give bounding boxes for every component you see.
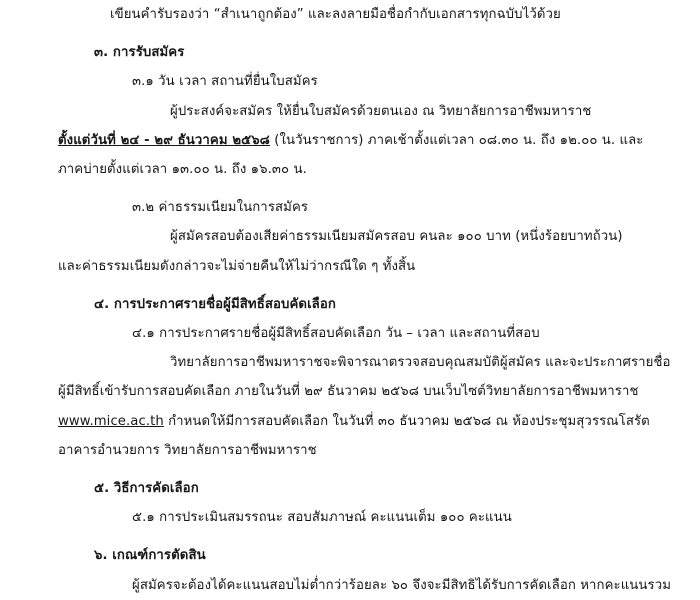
section-heading-4: ๔. การประกาศรายชื่อผู้มีสิทธิ์สอบคัดเลือก — [94, 296, 336, 312]
exam-date-detail: กำหนดให้มีการสอบคัดเลือก ในวันที่ ๓๐ ธันวาคม ๒๕๖๘ ณ ห้องประชุมสุวรรณโสรัต — [163, 413, 650, 429]
subsection-5-1: ๕.๑ การประเมินสมรรถนะ สอบสัมภาษณ์ คะแนนเต็ม ๑๐๐ คะแนน — [132, 510, 512, 526]
paragraph-line: วิทยาลัยการอาชีพมหาราชจะพิจารณาตรวจสอบคุณสมบัติผู้สมัคร และจะประกาศรายชื่อ — [170, 355, 671, 371]
paragraph-line-website — [58, 407, 662, 436]
paragraph-spacer — [58, 532, 662, 541]
paragraph-line: ภาคบ่ายตั้งแต่เวลา ๑๓.๐๐ น. ถึง ๑๖.๓๐ น. — [58, 162, 307, 178]
paragraph-line: ผู้ประสงค์จะสมัคร ให้ยื่นใบสมัครด้วยตนเอง ณ วิทยาลัยการอาชีพมหาราช — [170, 103, 592, 119]
application-time-detail: (ในวันราชการ) ภาคเช้าตั้งแต่เวลา ๐๘.๓๐ น. ถึง ๑๒.๐๐ น. และ — [269, 132, 644, 148]
paragraph-line-date — [58, 126, 662, 155]
section-heading-5: ๕. วิธีการคัดเลือก — [94, 481, 199, 497]
paragraph-line: ผู้มีสิทธิ์เข้ารับการสอบคัดเลือก ภายในวันที่ ๒๙ ธันวาคม ๒๕๖๘ บนเว็บไซต์วิทยาลัยการอาชีพมหาราช — [58, 384, 639, 400]
paragraph-spacer — [58, 465, 662, 474]
section-heading-6: ๖. เกณฑ์การตัดสิน — [94, 548, 206, 564]
paragraph-spacer — [58, 281, 662, 290]
paragraph-spacer — [58, 184, 662, 193]
subsection-3-1: ๓.๑ วัน เวลา สถานที่ยื่นใบสมัคร — [132, 74, 318, 90]
paragraph-line: ผู้สมัครสอบต้องเสียค่าธรรมเนียมสมัครสอบ คนละ ๑๐๐ บาท (หนึ่งร้อยบาทถ้วน) — [170, 229, 623, 245]
section-heading-3: ๓. การรับสมัคร — [94, 45, 185, 61]
paragraph-spacer — [58, 29, 662, 38]
college-website-link[interactable]: www.mice.ac.th — [58, 413, 164, 429]
paragraph-line: ผู้สมัครจะต้องได้คะแนนสอบไม่ต่ำกว่าร้อยละ ๖๐ จึงจะมีสิทธิได้รับการคัดเลือก หากคะแนนรวม — [132, 577, 672, 593]
paragraph-line: เขียนคำรับรองว่า “สำเนาถูกต้อง” และลงลายมือชื่อกำกับเอกสารทุกฉบับไว้ด้วย — [110, 7, 561, 22]
subsection-3-2: ๓.๒ ค่าธรรมเนียมในการสมัคร — [132, 200, 309, 216]
subsection-4-1: ๔.๑ การประกาศรายชื่อผู้มีสิทธิ์สอบคัดเลือก วัน – เวลา และสถานที่สอบ — [132, 326, 540, 342]
paragraph-line: อาคารอำนวยการ วิทยาลัยการอาชีพมหาราช — [58, 442, 317, 458]
paragraph-line: และค่าธรรมเนียมดังกล่าวจะไม่จ่ายคืนให้ไม่ว่ากรณีใด ๆ ทั้งสิ้น — [58, 258, 416, 274]
application-date-range: ตั้งแต่วันที่ ๒๔ - ๒๙ ธันวาคม ๒๕๖๘ — [58, 132, 270, 148]
